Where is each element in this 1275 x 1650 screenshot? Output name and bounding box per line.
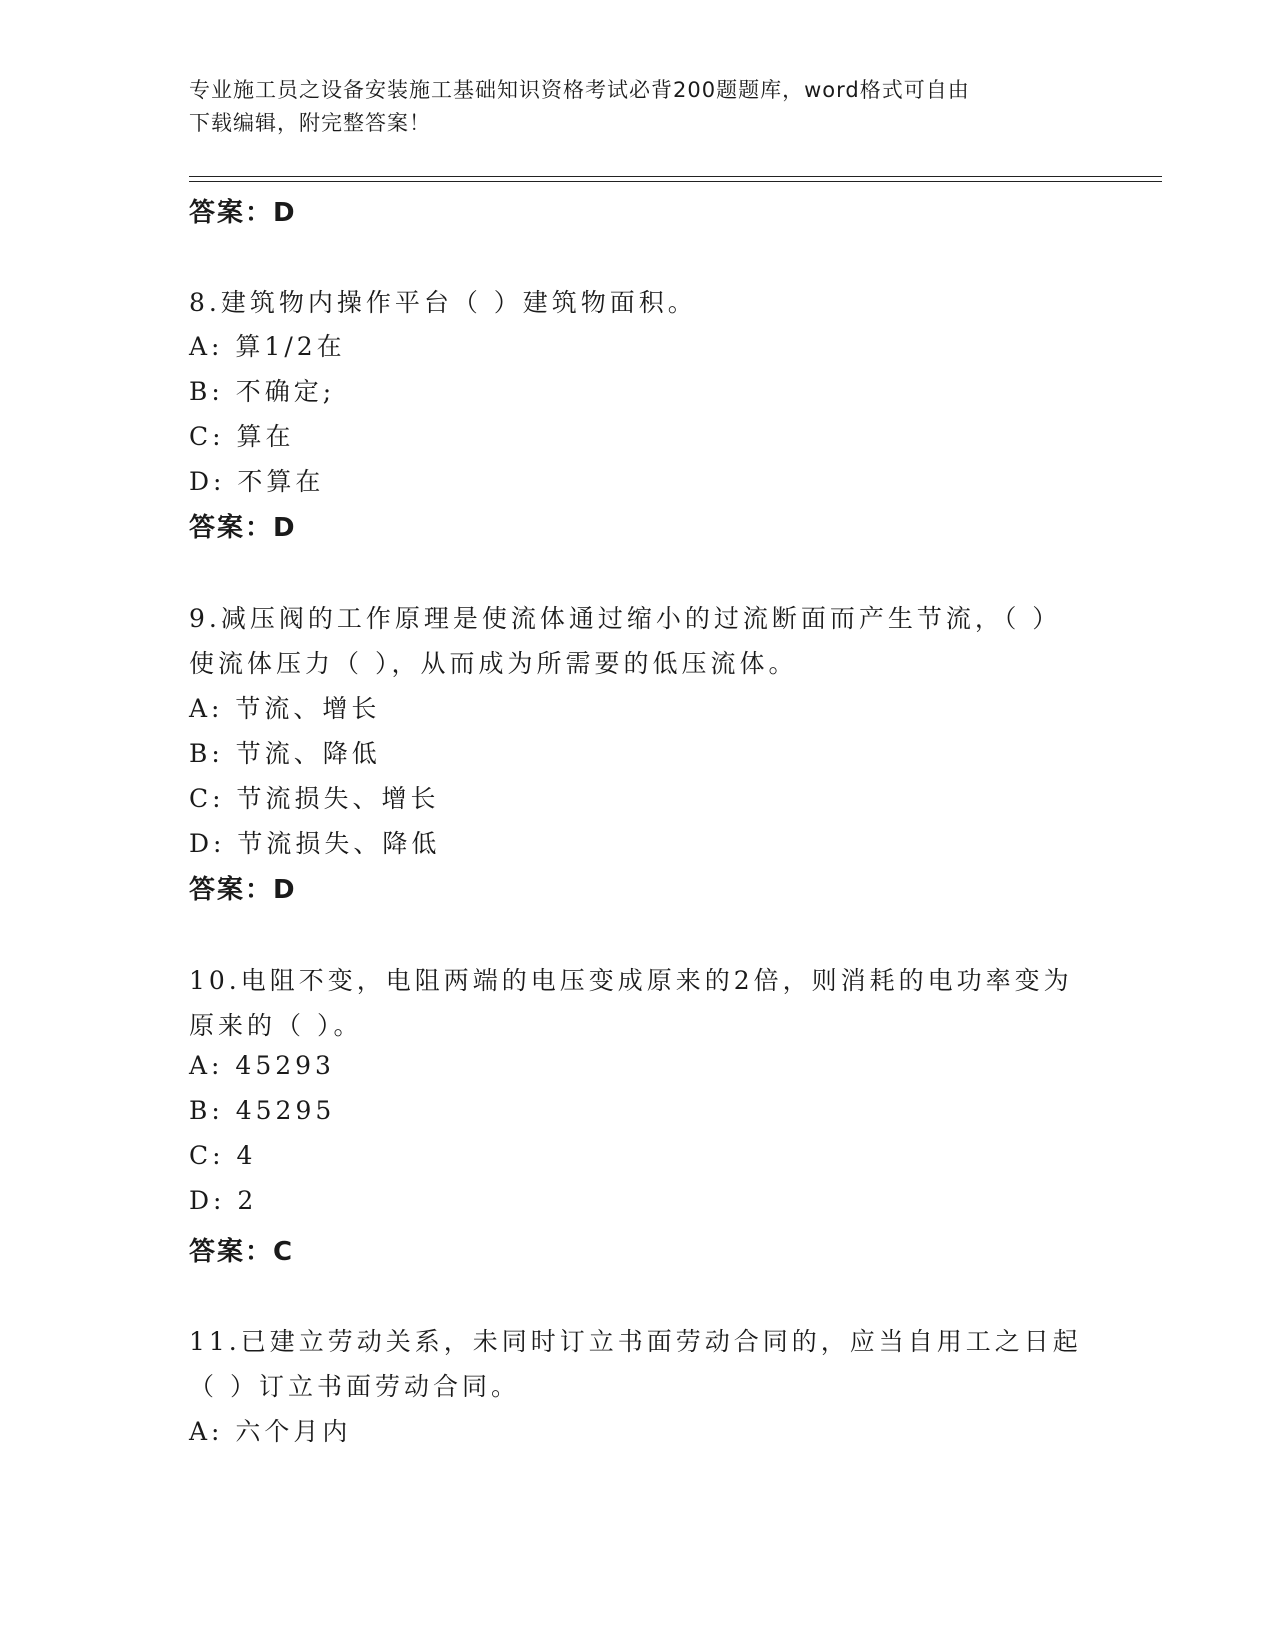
- question-9-option-c: C: 节流损失、增长: [189, 784, 440, 813]
- question-10-answer: 答案：C: [189, 1237, 295, 1267]
- question-11-text-line-2: （ ）订立书面劳动合同。: [189, 1372, 520, 1401]
- header-divider-top: [189, 176, 1162, 177]
- question-10-option-b: B: 45295: [189, 1096, 336, 1125]
- question-8-option-a: A: 算1/2在: [189, 332, 346, 361]
- question-9-text-line-1: 9.减压阀的工作原理是使流体通过缩小的过流断面而产生节流，（ ）: [189, 604, 1062, 633]
- question-9-answer: 答案：D: [189, 875, 297, 905]
- question-9-option-a: A: 节流、增长: [189, 694, 381, 723]
- question-8-text: 8.建筑物内操作平台（ ）建筑物面积。: [189, 288, 697, 317]
- question-10-option-d: D: 2: [189, 1186, 258, 1215]
- header-line-1: 专业施工员之设备安装施工基础知识资格考试必背200题题库，word格式可自由: [189, 78, 970, 102]
- question-10-option-c: C: 4: [189, 1141, 257, 1170]
- question-9-option-b: B: 节流、降低: [189, 739, 381, 768]
- question-11-option-a: A: 六个月内: [189, 1417, 352, 1446]
- question-8-option-d: D: 不算在: [189, 467, 325, 496]
- question-9-option-d: D: 节流损失、降低: [189, 829, 441, 858]
- question-8-option-c: C: 算在: [189, 422, 295, 451]
- question-10-option-a: A: 45293: [189, 1051, 335, 1080]
- question-8-answer: 答案：D: [189, 513, 297, 543]
- document-header: [189, 74, 1089, 140]
- question-8-option-b: B: 不确定;: [189, 377, 336, 406]
- header-line-2: 下载编辑，附完整答案！: [189, 111, 431, 135]
- header-divider-bottom: [189, 181, 1162, 182]
- question-11-text-line-1: 11.已建立劳动关系，未同时订立书面劳动合同的，应当自用工之日起: [189, 1327, 1082, 1356]
- answer-line: 答案：D: [189, 198, 297, 228]
- question-9-text-line-2: 使流体压力（ ），从而成为所需要的低压流体。: [189, 649, 798, 678]
- question-10-text-line-2: 原来的（ ）。: [189, 1011, 363, 1040]
- question-10-text-line-1: 10.电阻不变，电阻两端的电压变成原来的2倍，则消耗的电功率变为: [189, 966, 1073, 995]
